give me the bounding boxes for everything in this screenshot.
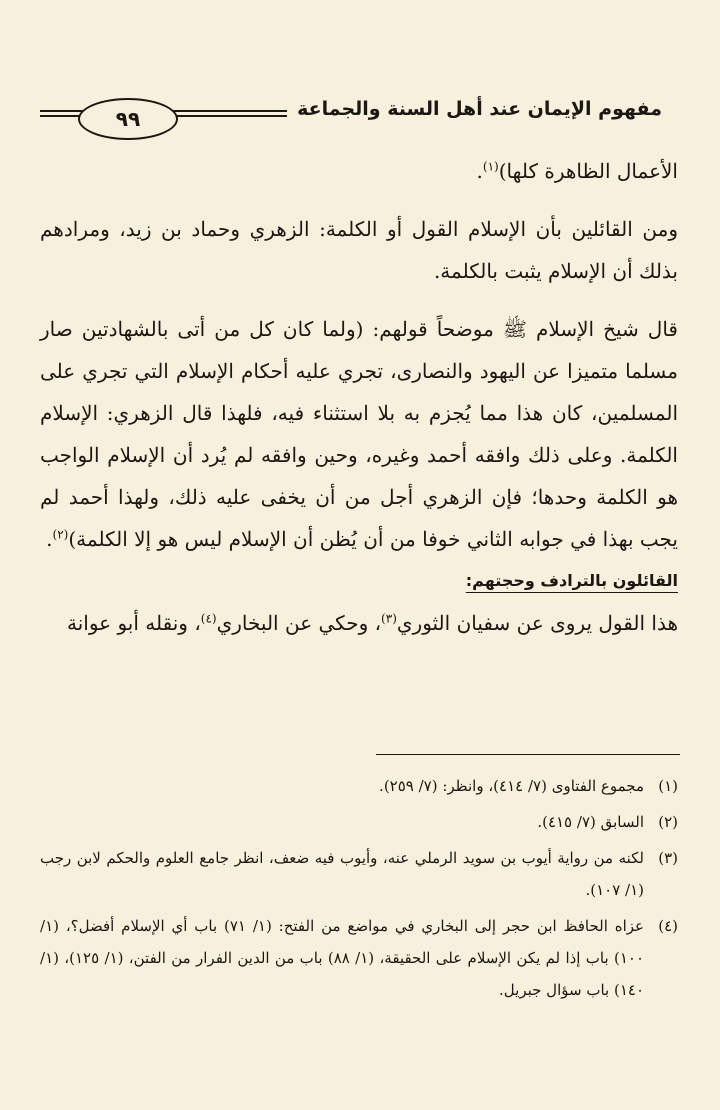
paragraph-end: .: [46, 527, 53, 551]
footnote-number: (٢): [658, 813, 678, 831]
footnote-number: (١): [658, 777, 678, 795]
running-header-title: مفهوم الإيمان عند أهل السنة والجماعة: [287, 98, 672, 120]
paragraph: [40, 602, 678, 644]
footnote-text: عزاه الحافظ ابن حجر إلى البخاري في مواضع من الفتح: (١/ ٧١) باب أي الإسلام أفضل؟، (١/ ١٠٠) باب إذا لم يكن الإسلام على الحقيقة، (١/ ٨٨) باب من الدين الفرار من الفتن، (١/ ١٢٥)، (١/ ١٤٠) باب سؤال جبريل.: [40, 917, 645, 999]
footnote-text: مجموع الفتاوى (٧/ ٤١٤)، وانظر: (٧/ ٢٥٩).: [379, 777, 644, 795]
footnote-ref: (٢): [52, 527, 69, 542]
footnote-ref: (١): [482, 159, 499, 174]
footnote: [40, 842, 678, 906]
page-number: ٩٩: [115, 107, 141, 131]
main-text: [40, 150, 678, 644]
section-subheading: القائلون بالترادف وحجتهم:: [465, 571, 678, 590]
paragraph-text: هذا القول يروى عن سفيان الثوري: [396, 611, 678, 635]
footnote-separator: [376, 754, 680, 755]
footnotes: [40, 770, 678, 1010]
footnote-ref: (٣): [381, 611, 397, 626]
paragraph-end: .: [476, 159, 483, 183]
footnote-number: (٤): [658, 917, 678, 935]
paragraph: [40, 150, 678, 192]
footnote-ref: (٤): [200, 611, 217, 626]
page-number-badge: [78, 98, 178, 140]
paragraph: [40, 308, 678, 560]
paragraph-text: ، ونقله أبو عوانة: [67, 611, 201, 635]
footnote-text: لكنه من رواية أيوب بن سويد الرملي عنه، وأيوب فيه ضعف، انظر جامع العلوم والحكم لابن رجب (١/ ١٠٧).: [40, 849, 644, 899]
footnote-number: (٣): [658, 849, 678, 867]
paragraph-text: الأعمال الظاهرة كلها): [498, 159, 678, 183]
paragraph-text: قال شيخ الإسلام ﷺ موضحاً قولهم: (ولما كان كل من أتى بالشهادتين صار مسلما متميزا عن اليهود والنصارى، تجري عليه أحكام الإسلام التي تجري على المسلمين، كان هذا مما يُجزم به بلا استثناء فيه، فلهذا قال الزهري: الإسلام الكلمة. وعلى ذلك وافقه أحمد وغيره، وحين وافقه لم يُرد أن الإسلام الواجب هو الكلمة وحدها؛ فإن الزهري أجل من أن يخفى عليه ذلك، ولهذا أحمد لم يجب بهذا في جوابه الثاني خوفا من أن يُظن أن الإسلام ليس هو إلا الكلمة): [40, 317, 679, 551]
footnote: [40, 806, 678, 838]
footnote: [40, 910, 678, 1006]
paragraph-text: ، وحكي عن البخاري: [216, 611, 382, 635]
footnote: [40, 770, 678, 802]
footnote-text: السابق (٧/ ٤١٥).: [537, 813, 644, 831]
paragraph: ومن القائلين بأن الإسلام القول أو الكلمة: الزهري وحماد بن زيد، ومرادهم بذلك أن الإسلام يثبت بالكلمة.: [40, 217, 678, 283]
